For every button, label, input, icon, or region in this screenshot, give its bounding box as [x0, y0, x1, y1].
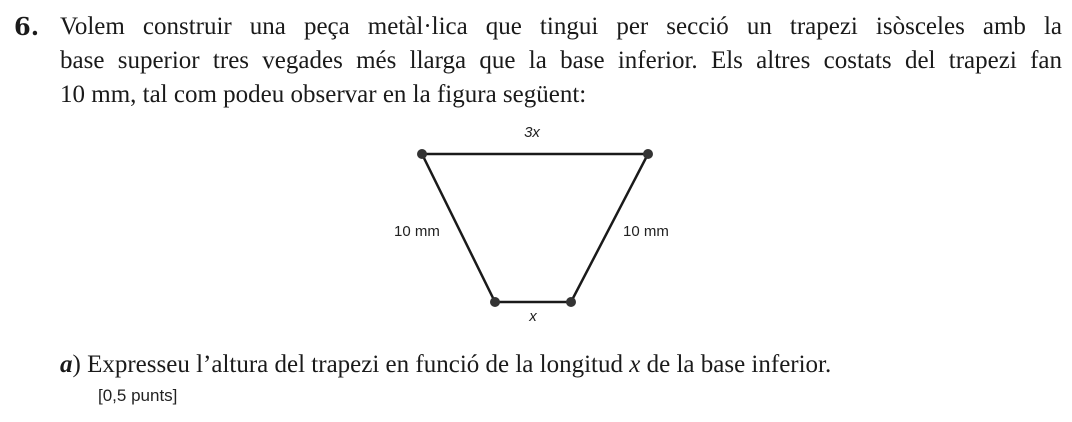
subquestion-text-end: de la base inferior. [640, 351, 832, 378]
label-bottom-base: x [529, 308, 537, 325]
problem-statement [60, 10, 1062, 112]
subquestion-text: Expresseu l’altura del trapezi en funció de la longitud [80, 351, 630, 378]
vertex-bottom-right [566, 297, 576, 307]
label-left-side: 10 mm [394, 223, 440, 240]
subquestion-a [60, 348, 831, 382]
statement-line: base superior tres vegades més llarga que la base inferior. Els altres costats del trapezi fan [60, 47, 1062, 74]
trapezoid-svg [380, 115, 700, 330]
label-top-base: 3x [524, 124, 540, 141]
subquestion-variable: x [629, 351, 641, 378]
points-label: [0,5 punts] [98, 386, 178, 405]
statement-line: 10 mm, tal com podeu observar en la figura següent: [60, 81, 587, 108]
vertex-top-left [417, 149, 427, 159]
trapezoid-shape [422, 154, 648, 302]
trapezoid-figure [380, 115, 700, 330]
vertex-top-right [643, 149, 653, 159]
vertex-bottom-left [490, 297, 500, 307]
subquestion-letter: a [60, 351, 73, 378]
label-right-side: 10 mm [623, 223, 669, 240]
subquestion-paren: ) [72, 351, 81, 378]
statement-line: Volem construir una peça metàl·lica que tingui per secció un trapezi isòsceles amb la [60, 13, 1062, 40]
problem-number: 6. [14, 12, 40, 41]
